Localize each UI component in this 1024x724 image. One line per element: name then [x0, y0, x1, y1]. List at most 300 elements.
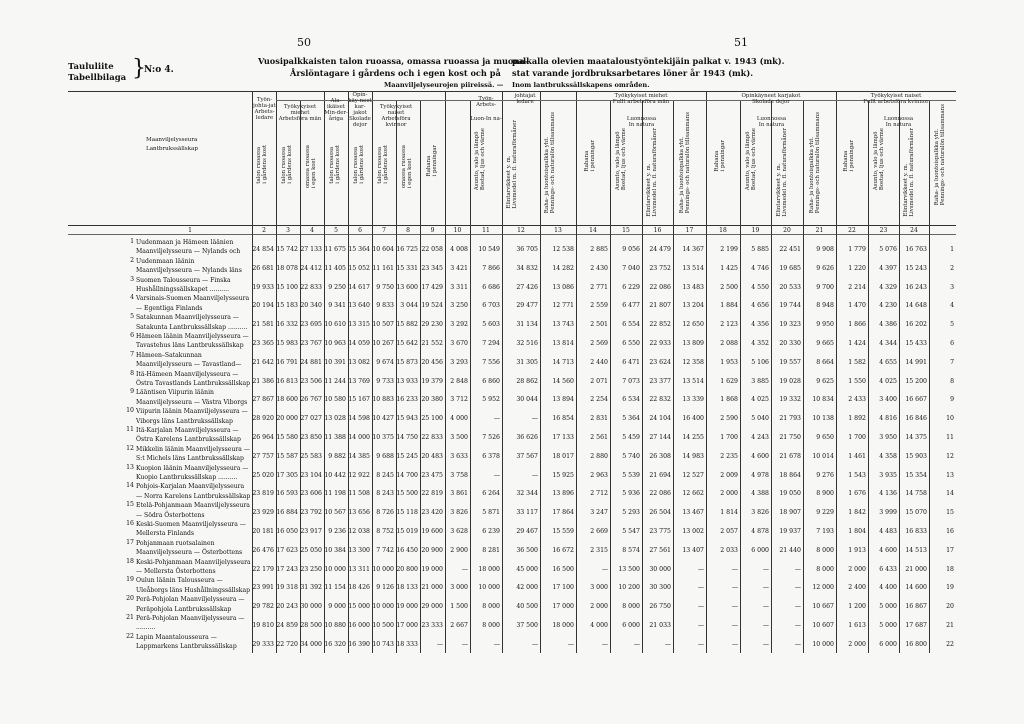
table-cell: —	[762, 584, 769, 592]
table-cell: 5 547	[622, 528, 640, 535]
table-cell: 2 000	[848, 565, 866, 573]
row-label: Pohjois-Karjalan Maanviljelysseura — Norra Karelens Lantbrukssällskap	[136, 483, 251, 500]
table-cell: —	[762, 603, 769, 611]
table-cell: 22 832	[649, 396, 671, 404]
column-number: 16	[653, 227, 662, 234]
table-cell: 6 703	[482, 302, 500, 310]
table-cell: 14 000	[348, 434, 370, 441]
table-cell: 16 813	[276, 377, 298, 385]
table-cell: 3 247	[590, 509, 608, 517]
vheader-c10: Asunto, valo ja lämpö Bostad, ljus och värme	[474, 128, 486, 191]
table-cell: 30 044	[516, 396, 538, 404]
table-cell: 2 900	[450, 546, 468, 554]
table-cell: 4 000	[590, 622, 608, 629]
table-cell: 4 136	[879, 490, 897, 498]
table-cell: 1 200	[848, 603, 866, 611]
table-cell: 1 470	[848, 302, 866, 310]
table-cell: 19 050	[779, 490, 801, 498]
table-cell: —	[633, 640, 640, 648]
table-cell: 16 050	[276, 528, 298, 535]
table-cell: 14 282	[552, 264, 574, 272]
table-cell: —	[461, 565, 468, 573]
table-cell: 23 606	[300, 490, 322, 498]
table-cell: 18 000	[478, 565, 500, 573]
table-cell: 26 308	[649, 452, 671, 460]
table-cell: 26 681	[252, 264, 274, 272]
table-cell: 8 726	[376, 509, 394, 517]
table-cell: 4 655	[879, 358, 897, 366]
table-cell: 18 864	[779, 471, 801, 479]
table-cell: 9 250	[328, 283, 346, 291]
table-cell: 40 500	[516, 603, 538, 611]
table-cell: 15 000	[348, 603, 370, 611]
table-cell: 8 000	[482, 622, 500, 629]
table-cell: 10 138	[812, 415, 834, 423]
table-cell: 9 625	[816, 377, 834, 385]
table-cell: 15 245	[396, 452, 418, 460]
row-number: 15	[126, 501, 134, 509]
table-cell: 29 782	[252, 603, 274, 611]
column-number: 7	[382, 227, 386, 234]
table-cell: —	[493, 471, 500, 479]
table-cell: 2 569	[590, 340, 608, 347]
table-cell: 20 900	[421, 546, 443, 554]
table-cell: 13 483	[682, 283, 704, 291]
table-cell: 2 559	[590, 302, 608, 310]
column-number: 12	[517, 227, 525, 234]
header-group2: Työkykyiset miehet Arbetsföra män	[278, 104, 322, 122]
table-cell: 3 826	[450, 509, 468, 517]
table-cell: 34 000	[300, 640, 322, 648]
table-number: N:o 4.	[144, 65, 174, 75]
table-cell: 26 964	[252, 434, 274, 441]
table-cell: 21 552	[421, 340, 443, 347]
header-group9a: Luonnossa In natura	[756, 116, 787, 128]
vheader-c13: Rahana i penningar	[584, 140, 596, 172]
column-number: 22	[848, 227, 856, 234]
table-cell: 25 020	[252, 471, 274, 479]
table-cell: 3	[950, 283, 954, 291]
table-cell: 18 017	[552, 452, 574, 460]
table-cell: 2 123	[720, 321, 738, 329]
table-cell: —	[762, 622, 769, 629]
table-cell: 15 903	[905, 452, 927, 460]
table-cell: 3 935	[879, 471, 897, 479]
table-cell: 4 230	[879, 302, 897, 310]
table-cell: 19 028	[779, 377, 801, 385]
table-cell: 13 809	[682, 340, 704, 347]
table-cell: 13 002	[682, 528, 704, 535]
table-cell: 37 567	[516, 452, 538, 460]
table-cell: 10 607	[812, 622, 834, 629]
table-cell: 10 580	[324, 396, 346, 404]
vheader-c21: Rahana i penningar	[843, 140, 855, 172]
table-cell: 13 500	[618, 565, 640, 573]
table-cell: 16 400	[682, 415, 704, 423]
table-cell: 8 000	[622, 603, 640, 611]
vheader-c12: Raha- ja luontoispalkka yht. Pennings- och naturalön tillsammans	[544, 112, 556, 214]
table-cell: 13 814	[552, 340, 574, 347]
table-cell: 36 500	[516, 546, 538, 554]
table-cell: 28 920	[252, 415, 274, 423]
table-cell: 23 775	[649, 528, 671, 535]
table-cell: 22 086	[649, 283, 671, 291]
table-cell: 13 656	[348, 509, 370, 517]
table-cell: 2 669	[590, 528, 608, 535]
table-cell: 1 461	[848, 452, 866, 460]
table-cell: 13 407	[682, 546, 704, 554]
row-label: Etelä-Pohjanmaan Maanviljelysseura — Södra Österbottens	[136, 502, 250, 519]
table-cell: 10 384	[324, 546, 346, 554]
table-cell: 6 433	[879, 565, 897, 573]
column-number: 19	[751, 227, 760, 234]
table-cell: 8 000	[482, 603, 500, 611]
table-cell: —	[762, 640, 769, 648]
table-cell: 1 779	[848, 246, 866, 253]
table-cell: 1 425	[720, 264, 738, 272]
table-cell: —	[436, 640, 443, 648]
table-cell: 16 450	[396, 546, 418, 554]
table-cell: 6 554	[622, 321, 640, 329]
row-label: Uudenmaan ja Hämeen läänien Maanviljelysseura — Nylands och	[136, 239, 241, 256]
table-cell: 16 332	[276, 321, 298, 329]
table-cell: 34 832	[516, 264, 538, 272]
table-cell: 11 508	[348, 490, 370, 498]
table-cell: 1 842	[848, 509, 866, 517]
table-cell: 25 050	[300, 546, 322, 554]
table-cell: 1 629	[720, 377, 738, 385]
table-cell: 10 963	[324, 340, 346, 347]
table-cell: 1 700	[720, 434, 738, 441]
table-cell: 13 339	[682, 396, 704, 404]
vheader-c11: Elintarvikkeet y. m. Livsmedel m. fl. naturaförmåner	[506, 120, 518, 209]
table-cell: 36 705	[516, 246, 538, 253]
row-number: 18	[126, 557, 134, 565]
header-group8: Työkykyiset miehet Fullt arbetsföra män	[612, 93, 670, 105]
table-cell: 22 833	[300, 283, 322, 291]
column-number: 1	[188, 227, 192, 234]
table-cell: 5 871	[482, 509, 500, 517]
table-cell: 13 514	[682, 377, 704, 385]
table-cell: 9 665	[816, 340, 834, 347]
table-cell: 1 700	[848, 434, 866, 441]
table-cell: —	[531, 640, 538, 648]
table-cell: 2 500	[720, 283, 738, 291]
brace-glyph: }	[132, 56, 146, 81]
table-cell: 21 000	[421, 584, 443, 592]
table-cell: 8 752	[376, 528, 394, 535]
column-number: 3	[286, 227, 290, 234]
table-cell: 23 767	[300, 340, 322, 347]
table-cell: 15 052	[348, 264, 370, 272]
table-cell: 7 742	[376, 546, 394, 554]
table-cell: 10 391	[324, 358, 346, 366]
table-cell: 20 533	[779, 283, 801, 291]
table-cell: 4 400	[879, 584, 897, 592]
table-cell: 15 019	[396, 528, 418, 535]
table-cell: 15 070	[905, 509, 927, 517]
table-cell: 21 642	[252, 358, 274, 366]
table-cell: 10 200	[618, 584, 640, 592]
table-cell: 16 233	[396, 396, 418, 404]
row-number: 17	[126, 538, 134, 546]
table-cell: 22 933	[649, 340, 671, 347]
table-cell: 6 860	[482, 377, 500, 385]
table-cell: 2 071	[590, 377, 608, 385]
table-cell: 16 500	[552, 565, 574, 573]
column-number: 20	[783, 227, 791, 234]
table-cell: 21 440	[779, 546, 801, 554]
header-group9: Opinkäyneet karjakot Skolade dejor	[741, 93, 801, 105]
table-cell: 2 433	[848, 396, 866, 404]
table-cell: 23 345	[421, 264, 443, 272]
vheader-c7: talon ruoassa i gårdens kost	[377, 145, 389, 184]
table-cell: 1 814	[720, 509, 738, 517]
table-cell: 16 725	[396, 246, 418, 253]
table-cell: 14 059	[348, 340, 370, 347]
table-cell: 17 100	[552, 584, 574, 592]
table-cell: 1 868	[720, 396, 738, 404]
table-cell: 10 883	[372, 396, 394, 404]
table-cell: 23 917	[300, 528, 322, 535]
row-label: Lääntisen Viipurin läänin Maanviljelysseura — Västra Viborgs	[136, 389, 248, 406]
table-cell: 6	[950, 340, 954, 347]
table-cell: 8 245	[376, 471, 394, 479]
vheader-c14: Asunto, valo ja lämpö Bostad, ljus och värme	[615, 128, 627, 191]
table-cell: 15 742	[276, 246, 298, 253]
header-group5: Työkykyiset naiset Arbetsföra kvinnor	[379, 104, 413, 128]
vheader-c9: Rahana i penningar	[426, 145, 438, 177]
table-cell: 9 833	[376, 302, 394, 310]
table-cell: 14 560	[552, 377, 574, 385]
table-cell: 4 388	[751, 490, 769, 498]
table-cell: 22 086	[649, 490, 671, 498]
table-cell: 15 642	[396, 340, 418, 347]
table-cell: 13 315	[348, 321, 370, 329]
table-cell: 10 427	[372, 415, 394, 423]
table-cell: 12 650	[682, 321, 704, 329]
table-cell: 5 885	[751, 246, 769, 253]
row-label: Satakunnan Maanviljelysseura — Satakunta Lantbrukssällskap ..........	[136, 314, 248, 331]
table-cell: 10 507	[372, 321, 394, 329]
table-cell: 19 524	[421, 302, 443, 310]
table-cell: 5 000	[879, 603, 897, 611]
table-cell: 14 255	[682, 434, 704, 441]
table-cell: 15 925	[552, 471, 574, 479]
table-cell: 1 892	[848, 415, 866, 423]
table-cell: 8 664	[816, 358, 834, 366]
row-number: 12	[126, 444, 134, 452]
table-cell: 6 477	[622, 302, 640, 310]
table-cell: 17 305	[276, 471, 298, 479]
table-cell: 10 000	[324, 565, 346, 573]
table-cell: 24 854	[252, 246, 274, 253]
table-cell: 14 513	[905, 546, 927, 554]
table-cell: 20 194	[252, 302, 274, 310]
table-cell: 20 456	[421, 358, 443, 366]
row-label: Lapin Maantalousseura — Lappmarkens Lantbrukssällskap	[136, 633, 237, 651]
table-cell: 15 183	[276, 302, 298, 310]
table-cell: 5 040	[751, 415, 769, 423]
table-cell: 10	[946, 415, 954, 423]
table-cell: 1 866	[848, 321, 866, 329]
table-cell: 19 318	[276, 584, 298, 592]
table-cell: 23 792	[300, 509, 322, 517]
table-cell: 10 743	[372, 640, 394, 648]
vheader-c22: Asunto, valo ja lämpö Bostad, ljus och värme	[873, 128, 885, 191]
table-cell: —	[664, 640, 671, 648]
table-cell: 4 008	[450, 246, 468, 253]
row-label: Itä-Hämeen Maanviljelysseura — Östra Tavastlands Lantbrukssällskap	[136, 370, 251, 387]
table-cell: 10 000	[372, 603, 394, 611]
table-cell: 18 600	[276, 396, 298, 404]
table-cell: 11 161	[372, 264, 394, 272]
table-cell: 10 567	[324, 509, 346, 517]
table-cell: 3 861	[450, 490, 468, 498]
row-label: Keski-Pohjanmaan Maanviljelysseura — Mellersta Österbottens	[136, 558, 251, 575]
table-cell: 4 025	[751, 396, 769, 404]
table-cell: 6 534	[622, 396, 640, 404]
table-cell: 17 687	[905, 622, 927, 629]
table-cell: 24 479	[649, 246, 671, 253]
table-cell: 10 000	[812, 640, 834, 648]
table-cell: 10 604	[372, 246, 394, 253]
table-cell: 3 044	[400, 302, 418, 310]
table-cell: 28 862	[516, 377, 538, 385]
table-label-sv: Tabellbilaga	[68, 73, 127, 83]
table-cell: —	[697, 584, 704, 592]
table-cell: 11 388	[324, 434, 346, 441]
subtitle-left: Maanviljelyseurojen piireissä. —	[384, 81, 504, 89]
row-label: Keski-Suomen Maanviljelysseura — Mellersta Finlands	[136, 521, 246, 538]
table-cell: 4 483	[879, 528, 897, 535]
table-cell: —	[731, 603, 738, 611]
table-cell: 15 433	[905, 340, 927, 347]
table-cell: 2 088	[720, 340, 738, 347]
table-cell: 23 991	[252, 584, 274, 592]
table-cell: 26 504	[649, 509, 671, 517]
table-cell: 28 500	[300, 622, 322, 629]
table-cell: 12	[946, 452, 954, 460]
column-number: 5	[334, 227, 338, 234]
table-cell: 16 593	[276, 490, 298, 498]
table-cell: 2 963	[590, 471, 608, 479]
table-cell: 14 648	[905, 302, 927, 310]
table-cell: 15 364	[348, 246, 370, 253]
table-cell: 5 106	[751, 358, 769, 366]
row-number: 8	[130, 369, 134, 377]
table-cell: 21 678	[779, 452, 801, 460]
row-label: Perä-Pohjolan Maanviljelysseura — Peräpohjola Lantbrukssällskap	[136, 596, 245, 613]
table-cell: —	[531, 471, 538, 479]
table-cell: 2 214	[848, 283, 866, 291]
table-cell: 14 983	[682, 452, 704, 460]
column-number: 18	[719, 227, 727, 234]
table-cell: 12 538	[552, 246, 574, 253]
table-cell: 27 426	[516, 283, 538, 291]
table-cell: 4 329	[879, 283, 897, 291]
table-cell: 29 333	[252, 640, 274, 648]
table-cell: 4 397	[879, 264, 897, 272]
table-cell: 19 744	[779, 302, 801, 310]
table-cell: 16 800	[905, 640, 927, 648]
table-cell: 30 300	[649, 584, 671, 592]
table-cell: 9 126	[376, 584, 394, 592]
table-cell: 14	[946, 490, 954, 498]
table-cell: 9 000	[328, 603, 346, 611]
table-cell: 23 752	[649, 264, 671, 272]
table-cell: 4	[950, 302, 954, 310]
stub-heading-fi: Maanviljelysseura	[146, 137, 198, 143]
table-cell: 19 557	[779, 358, 801, 366]
table-cell: 36 626	[516, 434, 538, 441]
table-cell: 15 580	[276, 434, 298, 441]
title-sv-left: Årslöntagare i gårdens och i egen kost och på	[290, 68, 501, 78]
table-cell: 21 033	[649, 622, 671, 629]
table-cell: 11 154	[324, 584, 346, 592]
table-cell: —	[601, 565, 608, 573]
table-cell: 27 144	[649, 434, 671, 441]
table-cell: 23 819	[252, 490, 274, 498]
table-cell: 2 199	[720, 246, 738, 253]
table-cell: 18 333	[396, 640, 418, 648]
table-cell: 8 574	[622, 546, 640, 554]
table-cell: 13 600	[396, 283, 418, 291]
table-cell: 3 826	[751, 509, 769, 517]
table-cell: 18 078	[276, 264, 298, 272]
table-cell: 4 600	[751, 452, 769, 460]
table-cell: 2 033	[720, 546, 738, 554]
table-cell: 2 254	[590, 396, 608, 404]
table-cell: 3 421	[450, 264, 468, 272]
table-cell: 22 451	[779, 246, 801, 253]
table-cell: 15 243	[905, 264, 927, 272]
vheader-c15: Elintarvikkeet y. m. Livsmedel m. fl. naturaförmåner	[646, 128, 658, 217]
table-cell: —	[493, 640, 500, 648]
table-cell: 3 628	[450, 528, 468, 535]
table-cell: —	[461, 640, 468, 648]
table-cell: —	[697, 622, 704, 629]
table-cell: 2 400	[848, 584, 866, 592]
table-cell: 14 713	[552, 358, 574, 366]
table-cell: 7 294	[482, 340, 500, 347]
header-group3: Ala-ikäiset Min-der-åriga	[324, 98, 348, 122]
table-cell: —	[794, 640, 801, 648]
table-cell: 6 264	[482, 490, 500, 498]
table-cell: 42 000	[516, 584, 538, 592]
row-number: 3	[130, 275, 134, 283]
table-cell: 3 758	[450, 471, 468, 479]
table-cell: 1	[950, 246, 954, 253]
table-cell: 4 656	[751, 302, 769, 310]
table-cell: 1 953	[720, 358, 738, 366]
table-cell: —	[794, 584, 801, 592]
table-cell: 23 104	[300, 471, 322, 479]
header-group7: johtajat ledare	[514, 93, 536, 105]
table-cell: 9 229	[816, 509, 834, 517]
row-label: Hämeen läänin Maanviljelysseura — Tavastehus läns Lantbrukssällskap	[136, 333, 249, 350]
vheader-c23: Elintarvikkeet y. m. Livsmedel m. fl. naturaförmåner	[903, 128, 915, 217]
table-cell: 13 300	[348, 546, 370, 554]
table-cell: 15 943	[396, 415, 418, 423]
table-cell: 10 000	[372, 565, 394, 573]
row-label: Suomen Talousseura — Finska Hushållningssällskapet ..........	[136, 276, 231, 293]
row-label: Kuopion läänin Maanviljelysseura — Kuopio Lantbrukssällskap ..........	[136, 464, 249, 481]
table-cell: 13 086	[552, 283, 574, 291]
table-cell: 2 885	[590, 246, 608, 253]
table-cell: 10 549	[478, 246, 500, 253]
table-cell: 9 341	[328, 302, 346, 310]
